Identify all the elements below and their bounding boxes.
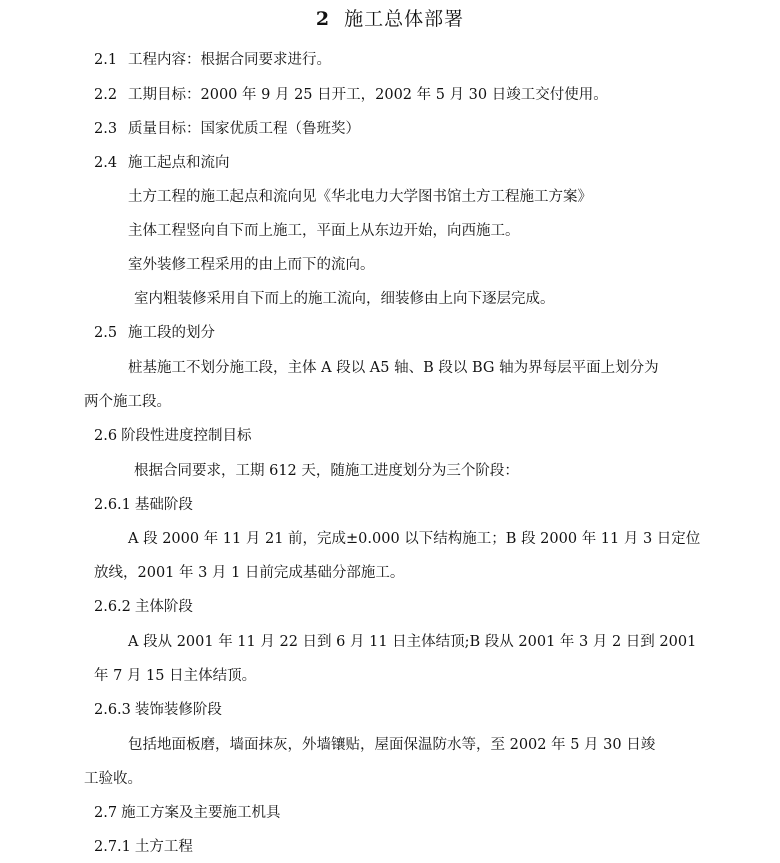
chapter-heading [0, 6, 780, 32]
paragraph-continuation: 两个施工段。 [84, 394, 171, 410]
paragraph-continuation: 放线，2001 年 3 月 1 日前完成基础分部施工。 [94, 565, 405, 581]
section-2-7-1 [94, 837, 193, 857]
section-text: 工期目标：2000 年 9 月 25 日开工，2002 年 5 月 30 日竣工交付使用。 [128, 87, 608, 103]
section-2-1 [94, 50, 331, 70]
chapter-title: 施工总体部署 [344, 8, 465, 30]
section-text: 施工方案及主要施工机具 [121, 805, 281, 821]
section-2-4 [94, 153, 230, 173]
section-2-6-1 [94, 495, 193, 515]
paragraph: 土方工程的施工起点和流向见《华北电力大学图书馆土方工程施工方案》 [128, 189, 592, 205]
section-number: 2.6.1 [94, 497, 131, 513]
section-number: 2.7.1 [94, 839, 131, 855]
section-number: 2.6.2 [94, 599, 131, 615]
section-2-6 [94, 426, 252, 446]
paragraph: A 段从 2001 年 11 月 22 日到 6 月 11 日主体结顶;B 段从 2001 年 3 月 2 日到 2001 [128, 634, 697, 650]
chapter-number: 2 [315, 8, 331, 30]
section-number: 2.2 [94, 87, 118, 103]
section-number: 2.7 [94, 805, 118, 821]
section-text: 施工起点和流向 [128, 155, 230, 171]
section-2-2 [94, 85, 608, 105]
paragraph: 根据合同要求，工期 612 天，随施工进度划分为三个阶段： [134, 463, 519, 479]
section-2-6-3 [94, 700, 222, 720]
paragraph-continuation: 年 7 月 15 日主体结顶。 [94, 668, 257, 684]
section-2-3 [94, 119, 360, 139]
section-text: 基础阶段 [134, 497, 193, 513]
paragraph: A 段 2000 年 11 月 21 前，完成±0.000 以下结构施工；B 段 2000 年 11 月 3 日定位 [128, 531, 701, 547]
section-text: 质量目标：国家优质工程（鲁班奖） [128, 121, 360, 137]
section-number: 2.3 [94, 121, 118, 137]
section-2-5 [94, 323, 215, 343]
section-text: 主体阶段 [134, 599, 193, 615]
paragraph: 主体工程竖向自下而上施工，平面上从东边开始，向西施工。 [128, 223, 520, 239]
section-text: 工程内容：根据合同要求进行。 [128, 52, 331, 68]
paragraph: 桩基施工不划分施工段，主体 A 段以 A5 轴、B 段以 BG 轴为界每层平面上划分为 [128, 360, 659, 376]
section-text: 阶段性进度控制目标 [121, 428, 252, 444]
section-number: 2.1 [94, 52, 118, 68]
section-number: 2.6 [94, 428, 118, 444]
paragraph: 包括地面板磨，墙面抹灰，外墙镶贴，屋面保温防水等，至 2002 年 5 月 30 日竣 [128, 737, 656, 753]
paragraph: 室外装修工程采用的由上而下的流向。 [128, 257, 375, 273]
section-number: 2.6.3 [94, 702, 131, 718]
section-2-7 [94, 803, 281, 823]
section-text: 施工段的划分 [128, 325, 215, 341]
section-2-6-2 [94, 597, 193, 617]
section-text: 土方工程 [134, 839, 193, 855]
section-text: 装饰装修阶段 [134, 702, 222, 718]
section-number: 2.4 [94, 155, 118, 171]
section-number: 2.5 [94, 325, 118, 341]
paragraph-continuation: 工验收。 [84, 771, 142, 787]
paragraph: 室内粗装修采用自下而上的施工流向，细装修由上向下逐层完成。 [134, 291, 555, 307]
